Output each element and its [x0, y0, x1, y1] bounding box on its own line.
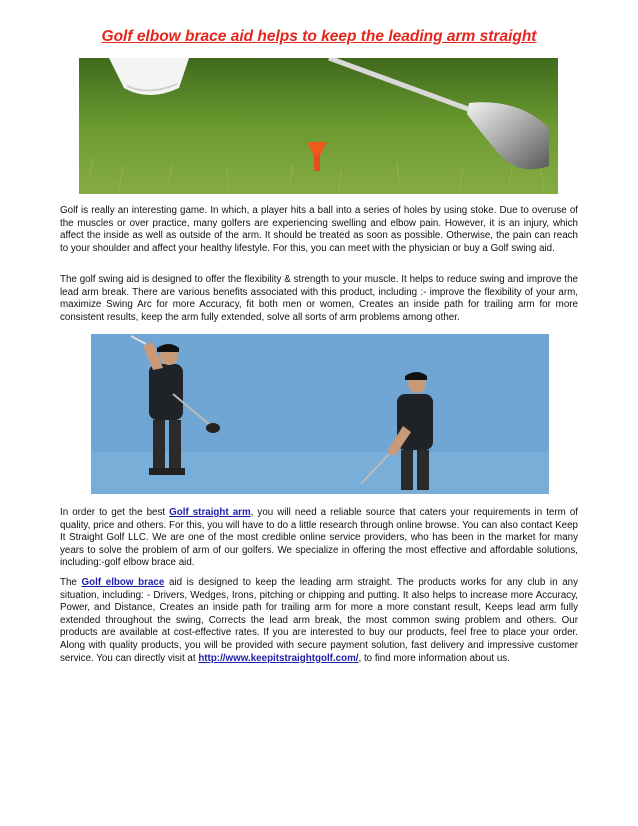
p3-text-after: , you will need a reliable source that caters your requirements in term of quality, price and others. For this, you will have to do a little research through online browse. You can also contact Keep It Straight Golf LLC. We are one of the most credible online service providers, who has been in the market for many years to solve the problem of arm of our golfers. We specialize in offering the most effective and affordable solutions, including:-golf elbow brace aid. — [60, 507, 578, 569]
p4-text-before: The — [60, 577, 82, 588]
golf-elbow-brace-link[interactable]: Golf elbow brace — [81, 577, 165, 588]
intro-paragraph: Golf is really an interesting game. In which, a player hits a ball into a series of holes by using stoke. Due to overuse of the muscles or over practice, many golfers are experiencing swelling and elbow pain. However, it is an injury, which affect the inside as well as outside of the arm. It should be treated as soon as possible. Otherwise, the pain can reach to your shoulder and affect your healthy lifestyle. For this, you can meet with the physician or buy a Golf swing aid. — [60, 205, 578, 254]
page-title: Golf elbow brace aid helps to keep the leading arm straight — [101, 28, 537, 45]
golf-straight-arm-link[interactable]: Golf straight arm — [169, 507, 251, 518]
golf-elbow-brace-paragraph — [60, 577, 578, 665]
golf-iron-photo — [79, 58, 558, 194]
p3-text-before: In order to get the best — [60, 507, 170, 518]
swing-aid-paragraph: The golf swing aid is designed to offer the flexibility & strength to your muscle. It helps to reduce swing and improve the lead arm break. There are various benefits associated with this product, including :- improve the flexibility of your arm, maximize Swing Arc for more Accuracy, fit both men or women, Creates an inside path for trailing arm for more consistent results, keep the arm fully extended, solve all sorts of arm problems among other. — [60, 274, 578, 323]
golf-straight-arm-paragraph — [60, 507, 578, 570]
p4-text-after: , to find more information about us. — [358, 652, 510, 664]
website-url-link[interactable]: http://www.keepitstraightgolf.com/ — [198, 652, 359, 664]
golf-swing-photo — [91, 334, 549, 494]
p4-text-middle: aid is designed to keep the leading arm straight. The products works for any club in any situation, including: - Drivers, Wedges, Irons, pitching or chipping and putting. It also helps to increase more Accuracy, Power, and Distance, Creates an inside path for trailing arm for more a more constant result, Keeps lead arm fully extended throughout the swing, Corrects the lead arm break, the most common swing problem and others. Our products are available at cost-effective rates. If you are interested to buy our products, feel free to place your order. Along with quality products, you will be provided with secure payment solution, fast delivery and impressive customer service. You can directly visit at — [60, 577, 578, 664]
